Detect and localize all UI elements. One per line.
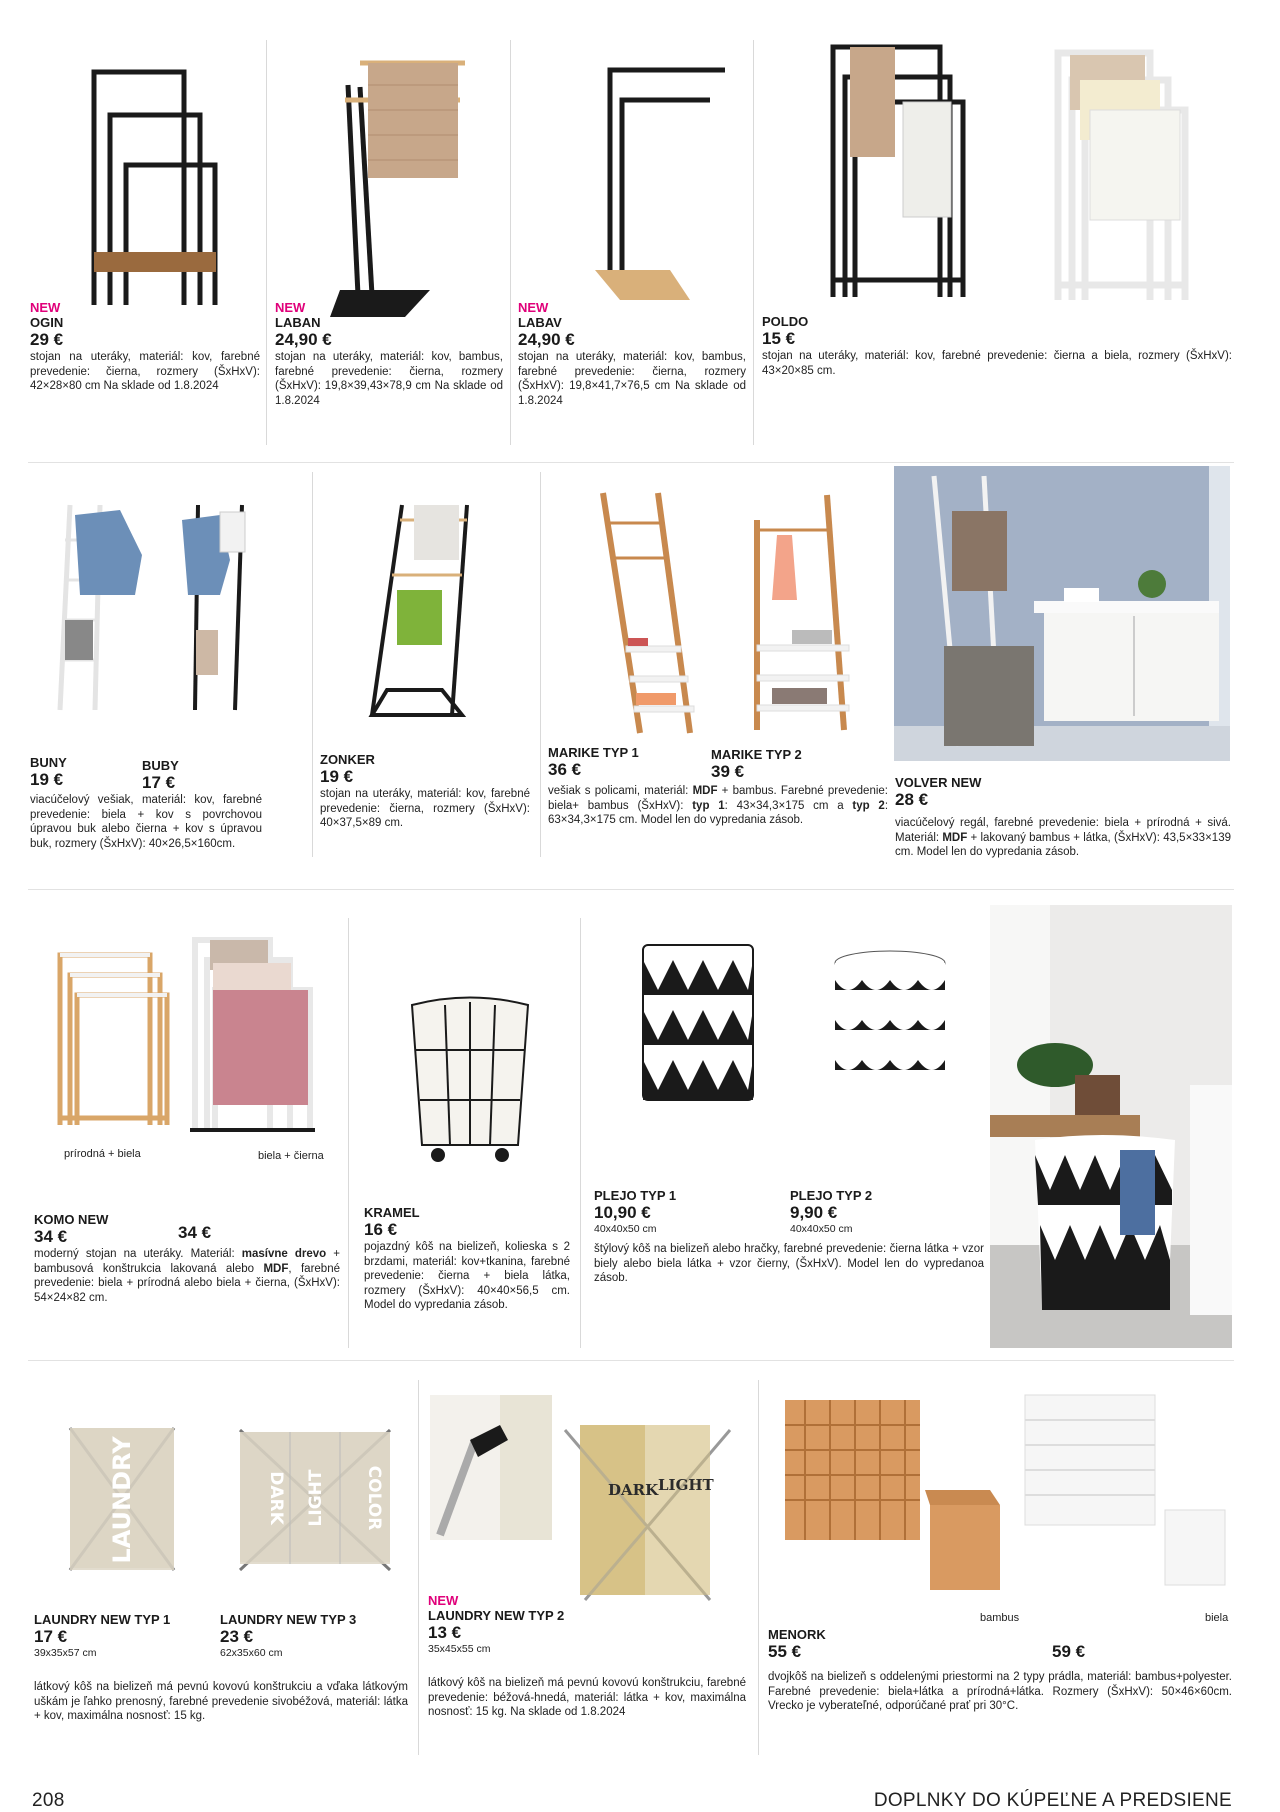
poldo-white-image bbox=[1050, 45, 1200, 305]
menork-caption1: bambus bbox=[980, 1612, 1020, 1624]
volver-block bbox=[895, 775, 1231, 860]
menork-price2: 59 € bbox=[1052, 1642, 1086, 1661]
laundry2-desc: látkový kôš na bielizeň má pevnú kovovú konštrukciu, farebné prevedenie: béžová-hnedá, materiál: látka + kov, maximálna nosnosť: 15 kg. Na sklade od 1.8.2024 bbox=[428, 1677, 746, 1719]
buny-name: BUNY bbox=[30, 755, 67, 770]
marike1-price: 36 € bbox=[548, 760, 582, 779]
kramel-name: KRAMEL bbox=[364, 1205, 420, 1220]
komo-white-image bbox=[185, 935, 320, 1135]
komo-name: KOMO NEW bbox=[34, 1212, 109, 1227]
komo-desc: moderný stojan na uteráky. Materiál: masívne drevo + bambusová konštrukcia lakovaná alebo MDF, farebné prevedenie: biela + prírodná alebo biela + čierna, (ŠxHxV): 54×24×82 cm. bbox=[34, 1248, 340, 1304]
menork-white-image bbox=[1020, 1390, 1230, 1590]
menork-bamboo-image bbox=[780, 1395, 1010, 1595]
laundry3-col bbox=[220, 1612, 356, 1660]
buby-col bbox=[142, 758, 179, 793]
laundry2-word2: LIGHT bbox=[658, 1476, 714, 1494]
plejo1-dims: 40x40x50 cm bbox=[594, 1223, 657, 1235]
buny-image bbox=[50, 500, 150, 715]
laundry3-image bbox=[235, 1420, 395, 1580]
laundry1-dims: 39x35x57 cm bbox=[34, 1647, 97, 1659]
laban-image bbox=[320, 55, 480, 325]
plejo2-dims: 40x40x50 cm bbox=[790, 1223, 853, 1235]
poldo-black-image bbox=[825, 42, 970, 302]
ogin-image bbox=[80, 60, 230, 310]
labav-name: LABAV bbox=[518, 315, 562, 330]
laundry2-word1: DARK bbox=[608, 1481, 659, 1499]
plejo1-price: 10,90 € bbox=[594, 1203, 651, 1222]
volver-name: VOLVER NEW bbox=[895, 775, 982, 790]
poldo-price: 15 € bbox=[762, 329, 796, 348]
komo-caption1: prírodná + biela bbox=[64, 1148, 141, 1160]
zonker-block bbox=[320, 752, 530, 831]
ogin-block bbox=[30, 300, 260, 394]
plejo2-col bbox=[790, 1188, 872, 1236]
marike2-price: 39 € bbox=[711, 762, 745, 781]
plejo2-name: PLEJO TYP 2 bbox=[790, 1188, 873, 1203]
zonker-desc: stojan na uteráky, materiál: kov, farebné prevedenie: čierna, rozmery (ŠxHxV): 40×37,5×89 cm. bbox=[320, 788, 530, 830]
laundry2-image bbox=[560, 1415, 735, 1605]
komo-caption2: biela + čierna bbox=[258, 1150, 324, 1162]
laban-desc: stojan na uteráky, materiál: kov, bambus, farebné prevedenie: čierna, rozmery (ŠxHxV): 19,8×39,43×78,9 cm Na sklade od 1.8.2024 bbox=[275, 351, 503, 407]
laundry2-name: LAUNDRY NEW TYP 2 bbox=[428, 1608, 565, 1623]
komo-price2: 34 € bbox=[178, 1223, 212, 1242]
labav-desc: stojan na uteráky, materiál: kov, bambus, farebné prevedenie: čierna, rozmery (ŠxHxV): 19,8×41,7×76,5 cm Na sklade od 1.8.2024 bbox=[518, 351, 746, 407]
komo-price1: 34 € bbox=[34, 1227, 68, 1246]
volver-photo bbox=[894, 466, 1230, 761]
ogin-price: 29 € bbox=[30, 330, 64, 349]
laundry3-word2: LIGHT bbox=[306, 1469, 326, 1527]
buby-price: 17 € bbox=[142, 773, 176, 792]
plejo-block bbox=[594, 1188, 984, 1286]
laundry1-basket-text: LAUNDRY bbox=[108, 1436, 136, 1564]
plejo1-col bbox=[594, 1188, 790, 1236]
ogin-desc: stojan na uteráky, materiál: kov, farebné prevedenie: čierna, rozmery (ŠxHxV): 42×28×80 cm Na sklade od 1.8.2024 bbox=[30, 351, 260, 393]
buby-desc: viacúčelový vešiak, materiál: kov, farebné prevedenie: biela + kov s povrchovou úpravou buk alebo čierna + kov s úpravou buk, rozmery (ŠxHxV): 40×26,5×160cm. bbox=[30, 794, 262, 850]
laban-price: 24,90 € bbox=[275, 330, 332, 349]
marike-desc: vešiak s policami, materiál: MDF + bambus. Farebné prevedenie: biela+ bambus (ŠxHxV): typ 1: 43×34,3×175 cm a typ 2: 63×34,3×175 cm. Model len do vypredania zásob. bbox=[548, 785, 889, 827]
marike2-col bbox=[711, 747, 802, 782]
marike-block bbox=[548, 745, 888, 828]
labav-badge: NEW bbox=[518, 300, 549, 315]
komo-block bbox=[34, 1212, 340, 1305]
buny-col bbox=[30, 755, 142, 793]
laundry13-block bbox=[34, 1612, 414, 1724]
laundry3-dims: 62x35x60 cm bbox=[220, 1647, 283, 1659]
zonker-name: ZONKER bbox=[320, 752, 375, 767]
laundry2-block bbox=[428, 1593, 746, 1720]
laundry3-desc: látkový kôš na bielizeň má pevnú kovovú konštrukciu a vďaka látkovým uškám je ľahko prenosný, farebné prevedenie sivobéžová, materiál: látka + kov, maximálna nosnosť: 15 kg. bbox=[34, 1681, 408, 1723]
plejo2-image bbox=[830, 945, 950, 1110]
laundry2-dims: 35x45x55 cm bbox=[428, 1643, 491, 1655]
menork-name: MENORK bbox=[768, 1627, 826, 1642]
laundry1-name: LAUNDRY NEW TYP 1 bbox=[34, 1612, 171, 1627]
ogin-badge: NEW bbox=[30, 300, 61, 315]
kramel-image bbox=[400, 990, 540, 1165]
zonker-image bbox=[362, 500, 482, 730]
labav-price: 24,90 € bbox=[518, 330, 575, 349]
plejo2-price: 9,90 € bbox=[790, 1203, 838, 1222]
ogin-name: OGIN bbox=[30, 315, 64, 330]
menork-caption2: biela bbox=[1205, 1612, 1229, 1624]
marike2-image bbox=[752, 490, 852, 735]
zonker-price: 19 € bbox=[320, 767, 354, 786]
buby-image bbox=[180, 500, 265, 715]
buny-buby-block bbox=[30, 755, 262, 851]
laban-name: LABAN bbox=[275, 315, 321, 330]
komo-natural-image bbox=[55, 950, 170, 1130]
laundry3-price: 23 € bbox=[220, 1627, 254, 1646]
laundry3-word3: COLOR bbox=[364, 1465, 384, 1531]
laundry2-price: 13 € bbox=[428, 1623, 462, 1642]
poldo-desc: stojan na uteráky, materiál: kov, farebné prevedenie: čierna a biela, rozmery (ŠxHxV): 43×20×85 cm. bbox=[762, 350, 1232, 377]
poldo-block bbox=[762, 314, 1232, 378]
labav-image bbox=[590, 60, 730, 310]
laban-block bbox=[275, 300, 503, 408]
section-title: DOPLNKY DO KÚPEĽNE A PREDSIENE bbox=[873, 1790, 1232, 1811]
buny-price: 19 € bbox=[30, 770, 64, 789]
labav-block bbox=[518, 300, 746, 408]
laundry1-image bbox=[62, 1420, 182, 1580]
laundry2-badge: NEW bbox=[428, 1593, 459, 1608]
laundry1-price: 17 € bbox=[34, 1627, 68, 1646]
volver-price: 28 € bbox=[895, 790, 929, 809]
plejo1-image bbox=[638, 935, 758, 1105]
marike1-col bbox=[548, 745, 711, 782]
menork-block bbox=[768, 1627, 1232, 1714]
poldo-name: POLDO bbox=[762, 314, 809, 329]
plejo1-name: PLEJO TYP 1 bbox=[594, 1188, 677, 1203]
plejo-room-photo bbox=[990, 905, 1232, 1348]
menork-price1: 55 € bbox=[768, 1642, 802, 1661]
buby-name: BUBY bbox=[142, 758, 179, 773]
laundry3-name: LAUNDRY NEW TYP 3 bbox=[220, 1612, 357, 1627]
volver-desc: viacúčelový regál, farebné prevedenie: biela + prírodná + sivá. Materiál: MDF + lakovaný bambus + látka, (ŠxHxV): 43,5×33×139 cm. Model len do vypredania zásob. bbox=[895, 817, 1231, 859]
kramel-desc: pojazdný kôš na bielizeň, kolieska s 2 brzdami, materiál: kov+tkanina, farebné prevedenie: čierna + biela látka, rozmery (ŠxHxV): 40×40×56,5 cm. Model do vypredania zásob. bbox=[364, 1241, 570, 1312]
page-number: 208 bbox=[32, 1790, 65, 1811]
kramel-block bbox=[364, 1205, 570, 1313]
laban-badge: NEW bbox=[275, 300, 306, 315]
marike2-name: MARIKE TYP 2 bbox=[711, 747, 802, 762]
menork-desc: dvojkôš na bielizeň s oddelenými priestormi na 2 typy prádla, materiál: bambus+polyester. Farebné prevedenie: biela+látka a prírodná+látka. Rozmery (ŠxHxV): 50×46×60cm. Vrecko je vyberateľné, odporúčané prať pri 30°C. bbox=[768, 1671, 1232, 1713]
marike1-image bbox=[598, 488, 698, 738]
plejo-desc: štýlový kôš na bielizeň alebo hračky, farebné prevedenie: čierna látka + vzor biely alebo biela látka + vzor čierny, (ŠxHxV). Model len do vypredanoa zásob. bbox=[594, 1243, 984, 1285]
laundry3-word1: DARK bbox=[266, 1471, 286, 1525]
kramel-price: 16 € bbox=[364, 1220, 398, 1239]
laundry1-col bbox=[34, 1612, 220, 1660]
marike1-name: MARIKE TYP 1 bbox=[548, 745, 639, 760]
laundry2-detail-image bbox=[430, 1395, 552, 1540]
